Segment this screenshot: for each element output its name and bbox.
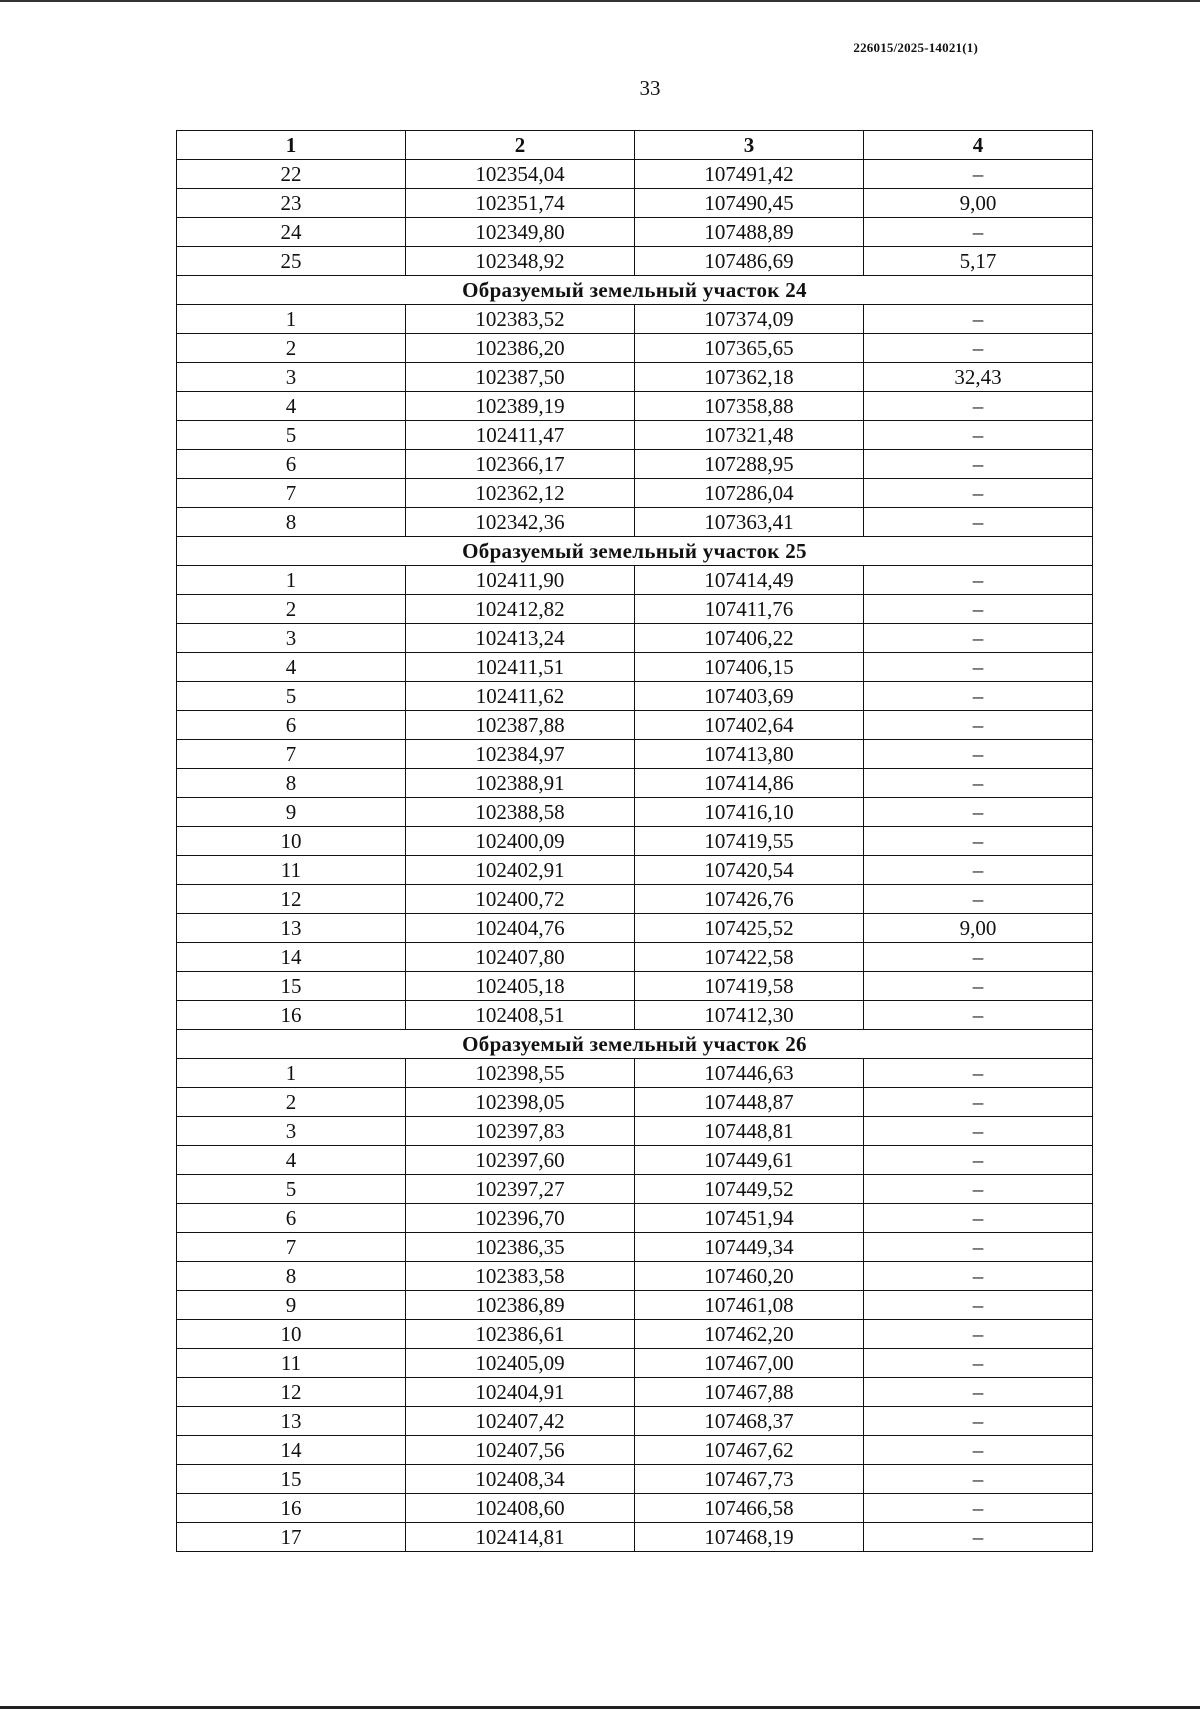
point-number-cell: 16 <box>177 1494 406 1523</box>
point-number-cell: 7 <box>177 479 406 508</box>
point-number-cell: 4 <box>177 653 406 682</box>
point-number-cell: 3 <box>177 363 406 392</box>
coordinate-y-cell: 107363,41 <box>635 508 864 537</box>
coordinate-y-cell: 107488,89 <box>635 218 864 247</box>
coordinate-x-cell: 102386,35 <box>406 1233 635 1262</box>
coordinate-y-cell: 107467,00 <box>635 1349 864 1378</box>
coordinate-y-cell: 107419,58 <box>635 972 864 1001</box>
coordinate-y-cell: 107420,54 <box>635 856 864 885</box>
length-cell: – <box>864 1523 1093 1552</box>
table-row <box>177 160 1093 189</box>
point-number-cell: 5 <box>177 682 406 711</box>
point-number-cell: 9 <box>177 1291 406 1320</box>
length-cell: – <box>864 769 1093 798</box>
coordinate-x-cell: 102405,09 <box>406 1349 635 1378</box>
table-row <box>177 1262 1093 1291</box>
coordinate-y-cell: 107448,87 <box>635 1088 864 1117</box>
coordinate-x-cell: 102400,72 <box>406 885 635 914</box>
coordinate-x-cell: 102404,91 <box>406 1378 635 1407</box>
coordinate-y-cell: 107460,20 <box>635 1262 864 1291</box>
table-row <box>177 1291 1093 1320</box>
point-number-cell: 17 <box>177 1523 406 1552</box>
table-row <box>177 421 1093 450</box>
point-number-cell: 8 <box>177 508 406 537</box>
point-number-cell: 3 <box>177 1117 406 1146</box>
length-cell: – <box>864 682 1093 711</box>
length-cell: – <box>864 479 1093 508</box>
scan-edge-bottom <box>0 1706 1200 1709</box>
length-cell: – <box>864 1001 1093 1030</box>
point-number-cell: 8 <box>177 769 406 798</box>
point-number-cell: 11 <box>177 1349 406 1378</box>
length-cell: – <box>864 1204 1093 1233</box>
table-row <box>177 682 1093 711</box>
length-cell: – <box>864 856 1093 885</box>
table-row <box>177 1204 1093 1233</box>
table-row <box>177 943 1093 972</box>
table-row <box>177 1523 1093 1552</box>
length-cell: – <box>864 1146 1093 1175</box>
length-cell: – <box>864 1378 1093 1407</box>
table-row <box>177 595 1093 624</box>
coordinate-y-cell: 107413,80 <box>635 740 864 769</box>
table-row <box>177 740 1093 769</box>
table-row <box>177 1378 1093 1407</box>
coordinate-y-cell: 107374,09 <box>635 305 864 334</box>
length-cell: – <box>864 798 1093 827</box>
header-row <box>177 131 1093 160</box>
length-cell: – <box>864 1291 1093 1320</box>
length-cell: – <box>864 305 1093 334</box>
length-cell: – <box>864 711 1093 740</box>
coordinate-x-cell: 102388,91 <box>406 769 635 798</box>
table-row <box>177 1175 1093 1204</box>
length-cell: – <box>864 1088 1093 1117</box>
table-row <box>177 1494 1093 1523</box>
header-col-2: 2 <box>406 131 635 160</box>
table-row <box>177 1233 1093 1262</box>
point-number-cell: 8 <box>177 1262 406 1291</box>
point-number-cell: 3 <box>177 624 406 653</box>
coordinate-y-cell: 107467,88 <box>635 1378 864 1407</box>
coordinate-x-cell: 102386,89 <box>406 1291 635 1320</box>
coordinate-y-cell: 107362,18 <box>635 363 864 392</box>
coordinate-y-cell: 107486,69 <box>635 247 864 276</box>
coordinate-x-cell: 102387,88 <box>406 711 635 740</box>
length-cell: – <box>864 450 1093 479</box>
coordinate-x-cell: 102411,51 <box>406 653 635 682</box>
point-number-cell: 15 <box>177 1465 406 1494</box>
table-row <box>177 334 1093 363</box>
section-row <box>177 537 1093 566</box>
coordinate-x-cell: 102397,60 <box>406 1146 635 1175</box>
point-number-cell: 12 <box>177 1378 406 1407</box>
point-number-cell: 10 <box>177 1320 406 1349</box>
coordinate-x-cell: 102362,12 <box>406 479 635 508</box>
coordinate-y-cell: 107414,86 <box>635 769 864 798</box>
point-number-cell: 10 <box>177 827 406 856</box>
coordinate-x-cell: 102384,97 <box>406 740 635 769</box>
length-cell: 9,00 <box>864 914 1093 943</box>
length-cell: – <box>864 508 1093 537</box>
coordinate-x-cell: 102387,50 <box>406 363 635 392</box>
coordinate-y-cell: 107412,30 <box>635 1001 864 1030</box>
table-row <box>177 363 1093 392</box>
coordinate-x-cell: 102408,60 <box>406 1494 635 1523</box>
point-number-cell: 22 <box>177 160 406 189</box>
point-number-cell: 4 <box>177 1146 406 1175</box>
table-row <box>177 1117 1093 1146</box>
coordinate-x-cell: 102414,81 <box>406 1523 635 1552</box>
coordinate-y-cell: 107451,94 <box>635 1204 864 1233</box>
point-number-cell: 25 <box>177 247 406 276</box>
section-title: Образуемый земельный участок 26 <box>177 1030 1093 1059</box>
point-number-cell: 7 <box>177 1233 406 1262</box>
coordinates-table <box>176 130 1093 1552</box>
coordinate-x-cell: 102348,92 <box>406 247 635 276</box>
point-number-cell: 23 <box>177 189 406 218</box>
point-number-cell: 16 <box>177 1001 406 1030</box>
coordinate-x-cell: 102386,61 <box>406 1320 635 1349</box>
section-row <box>177 1030 1093 1059</box>
table-row <box>177 798 1093 827</box>
coordinate-y-cell: 107446,63 <box>635 1059 864 1088</box>
point-number-cell: 13 <box>177 1407 406 1436</box>
point-number-cell: 11 <box>177 856 406 885</box>
length-cell: – <box>864 566 1093 595</box>
table-row <box>177 711 1093 740</box>
coordinate-y-cell: 107406,22 <box>635 624 864 653</box>
coordinate-y-cell: 107449,52 <box>635 1175 864 1204</box>
table-row <box>177 1349 1093 1378</box>
table-body <box>177 160 1093 1552</box>
length-cell: – <box>864 827 1093 856</box>
coordinate-y-cell: 107414,49 <box>635 566 864 595</box>
coordinate-y-cell: 107449,61 <box>635 1146 864 1175</box>
table-row <box>177 856 1093 885</box>
coordinate-x-cell: 102398,05 <box>406 1088 635 1117</box>
header-col-4: 4 <box>864 131 1093 160</box>
table-row <box>177 914 1093 943</box>
length-cell: – <box>864 1117 1093 1146</box>
point-number-cell: 12 <box>177 885 406 914</box>
table-row <box>177 972 1093 1001</box>
table-row <box>177 1059 1093 1088</box>
coordinate-y-cell: 107403,69 <box>635 682 864 711</box>
length-cell: – <box>864 1320 1093 1349</box>
coordinate-x-cell: 102354,04 <box>406 160 635 189</box>
coordinate-x-cell: 102397,27 <box>406 1175 635 1204</box>
table-row <box>177 189 1093 218</box>
table-row <box>177 1320 1093 1349</box>
section-row <box>177 276 1093 305</box>
table-row <box>177 305 1093 334</box>
coordinate-x-cell: 102388,58 <box>406 798 635 827</box>
coordinate-y-cell: 107467,62 <box>635 1436 864 1465</box>
coordinate-y-cell: 107448,81 <box>635 1117 864 1146</box>
length-cell: – <box>864 972 1093 1001</box>
section-title: Образуемый земельный участок 25 <box>177 537 1093 566</box>
coordinate-y-cell: 107406,15 <box>635 653 864 682</box>
length-cell: – <box>864 421 1093 450</box>
coordinate-x-cell: 102407,42 <box>406 1407 635 1436</box>
coordinate-y-cell: 107462,20 <box>635 1320 864 1349</box>
point-number-cell: 6 <box>177 1204 406 1233</box>
coordinate-x-cell: 102342,36 <box>406 508 635 537</box>
coordinate-x-cell: 102383,58 <box>406 1262 635 1291</box>
table-row <box>177 827 1093 856</box>
coordinate-x-cell: 102407,80 <box>406 943 635 972</box>
coordinate-x-cell: 102408,34 <box>406 1465 635 1494</box>
coordinate-x-cell: 102411,62 <box>406 682 635 711</box>
point-number-cell: 1 <box>177 1059 406 1088</box>
table-row <box>177 392 1093 421</box>
coordinate-x-cell: 102413,24 <box>406 624 635 653</box>
table-row <box>177 1146 1093 1175</box>
point-number-cell: 15 <box>177 972 406 1001</box>
table-row <box>177 566 1093 595</box>
scan-edge-top <box>0 0 1200 2</box>
point-number-cell: 4 <box>177 392 406 421</box>
point-number-cell: 13 <box>177 914 406 943</box>
length-cell: – <box>864 218 1093 247</box>
coordinate-x-cell: 102405,18 <box>406 972 635 1001</box>
table-row <box>177 508 1093 537</box>
header-col-1: 1 <box>177 131 406 160</box>
coordinate-x-cell: 102404,76 <box>406 914 635 943</box>
table-row <box>177 1407 1093 1436</box>
coordinate-y-cell: 107466,58 <box>635 1494 864 1523</box>
coordinate-x-cell: 102398,55 <box>406 1059 635 1088</box>
coordinate-y-cell: 107422,58 <box>635 943 864 972</box>
point-number-cell: 1 <box>177 305 406 334</box>
length-cell: – <box>864 1465 1093 1494</box>
length-cell: – <box>864 740 1093 769</box>
point-number-cell: 14 <box>177 943 406 972</box>
length-cell: – <box>864 1494 1093 1523</box>
coordinate-y-cell: 107358,88 <box>635 392 864 421</box>
length-cell: – <box>864 334 1093 363</box>
point-number-cell: 6 <box>177 450 406 479</box>
coordinate-x-cell: 102396,70 <box>406 1204 635 1233</box>
page-number: 33 <box>639 76 661 100</box>
table-row <box>177 479 1093 508</box>
coordinate-x-cell: 102366,17 <box>406 450 635 479</box>
table-row <box>177 624 1093 653</box>
coordinate-y-cell: 107321,48 <box>635 421 864 450</box>
coordinate-x-cell: 102383,52 <box>406 305 635 334</box>
section-title: Образуемый земельный участок 24 <box>177 276 1093 305</box>
coordinate-x-cell: 102397,83 <box>406 1117 635 1146</box>
coordinate-x-cell: 102412,82 <box>406 595 635 624</box>
coordinate-y-cell: 107411,76 <box>635 595 864 624</box>
coordinate-y-cell: 107416,10 <box>635 798 864 827</box>
table-row <box>177 218 1093 247</box>
table-row <box>177 1088 1093 1117</box>
coordinate-x-cell: 102407,56 <box>406 1436 635 1465</box>
length-cell: 32,43 <box>864 363 1093 392</box>
length-cell: – <box>864 1349 1093 1378</box>
table-row <box>177 885 1093 914</box>
point-number-cell: 7 <box>177 740 406 769</box>
header-col-3: 3 <box>635 131 864 160</box>
table-row <box>177 1465 1093 1494</box>
length-cell: – <box>864 653 1093 682</box>
table-row <box>177 1436 1093 1465</box>
table-row <box>177 769 1093 798</box>
coordinate-x-cell: 102400,09 <box>406 827 635 856</box>
coordinate-y-cell: 107491,42 <box>635 160 864 189</box>
coordinate-y-cell: 107467,73 <box>635 1465 864 1494</box>
length-cell: 9,00 <box>864 189 1093 218</box>
length-cell: – <box>864 1233 1093 1262</box>
point-number-cell: 14 <box>177 1436 406 1465</box>
coordinate-y-cell: 107449,34 <box>635 1233 864 1262</box>
point-number-cell: 2 <box>177 334 406 363</box>
document-reference: 226015/2025-14021(1) <box>853 40 978 55</box>
length-cell: – <box>864 943 1093 972</box>
coordinate-y-cell: 107286,04 <box>635 479 864 508</box>
length-cell: – <box>864 1175 1093 1204</box>
coordinate-y-cell: 107365,65 <box>635 334 864 363</box>
point-number-cell: 9 <box>177 798 406 827</box>
point-number-cell: 2 <box>177 1088 406 1117</box>
coordinate-y-cell: 107426,76 <box>635 885 864 914</box>
coordinate-x-cell: 102349,80 <box>406 218 635 247</box>
coordinate-x-cell: 102408,51 <box>406 1001 635 1030</box>
length-cell: – <box>864 1407 1093 1436</box>
coordinate-y-cell: 107490,45 <box>635 189 864 218</box>
length-cell: – <box>864 595 1093 624</box>
coordinate-x-cell: 102411,47 <box>406 421 635 450</box>
point-number-cell: 5 <box>177 1175 406 1204</box>
coordinate-y-cell: 107419,55 <box>635 827 864 856</box>
table-row <box>177 653 1093 682</box>
coordinate-y-cell: 107425,52 <box>635 914 864 943</box>
coordinate-y-cell: 107402,64 <box>635 711 864 740</box>
coordinate-x-cell: 102411,90 <box>406 566 635 595</box>
table-row <box>177 247 1093 276</box>
coordinate-x-cell: 102389,19 <box>406 392 635 421</box>
table-row <box>177 1001 1093 1030</box>
coordinate-x-cell: 102386,20 <box>406 334 635 363</box>
point-number-cell: 1 <box>177 566 406 595</box>
coordinate-y-cell: 107288,95 <box>635 450 864 479</box>
point-number-cell: 24 <box>177 218 406 247</box>
length-cell: – <box>864 1059 1093 1088</box>
coordinate-y-cell: 107468,37 <box>635 1407 864 1436</box>
length-cell: – <box>864 885 1093 914</box>
point-number-cell: 6 <box>177 711 406 740</box>
coordinate-x-cell: 102402,91 <box>406 856 635 885</box>
coordinate-x-cell: 102351,74 <box>406 189 635 218</box>
point-number-cell: 2 <box>177 595 406 624</box>
length-cell: 5,17 <box>864 247 1093 276</box>
coordinate-y-cell: 107461,08 <box>635 1291 864 1320</box>
point-number-cell: 5 <box>177 421 406 450</box>
length-cell: – <box>864 1436 1093 1465</box>
length-cell: – <box>864 392 1093 421</box>
length-cell: – <box>864 624 1093 653</box>
coordinate-y-cell: 107468,19 <box>635 1523 864 1552</box>
table-row <box>177 450 1093 479</box>
length-cell: – <box>864 1262 1093 1291</box>
length-cell: – <box>864 160 1093 189</box>
